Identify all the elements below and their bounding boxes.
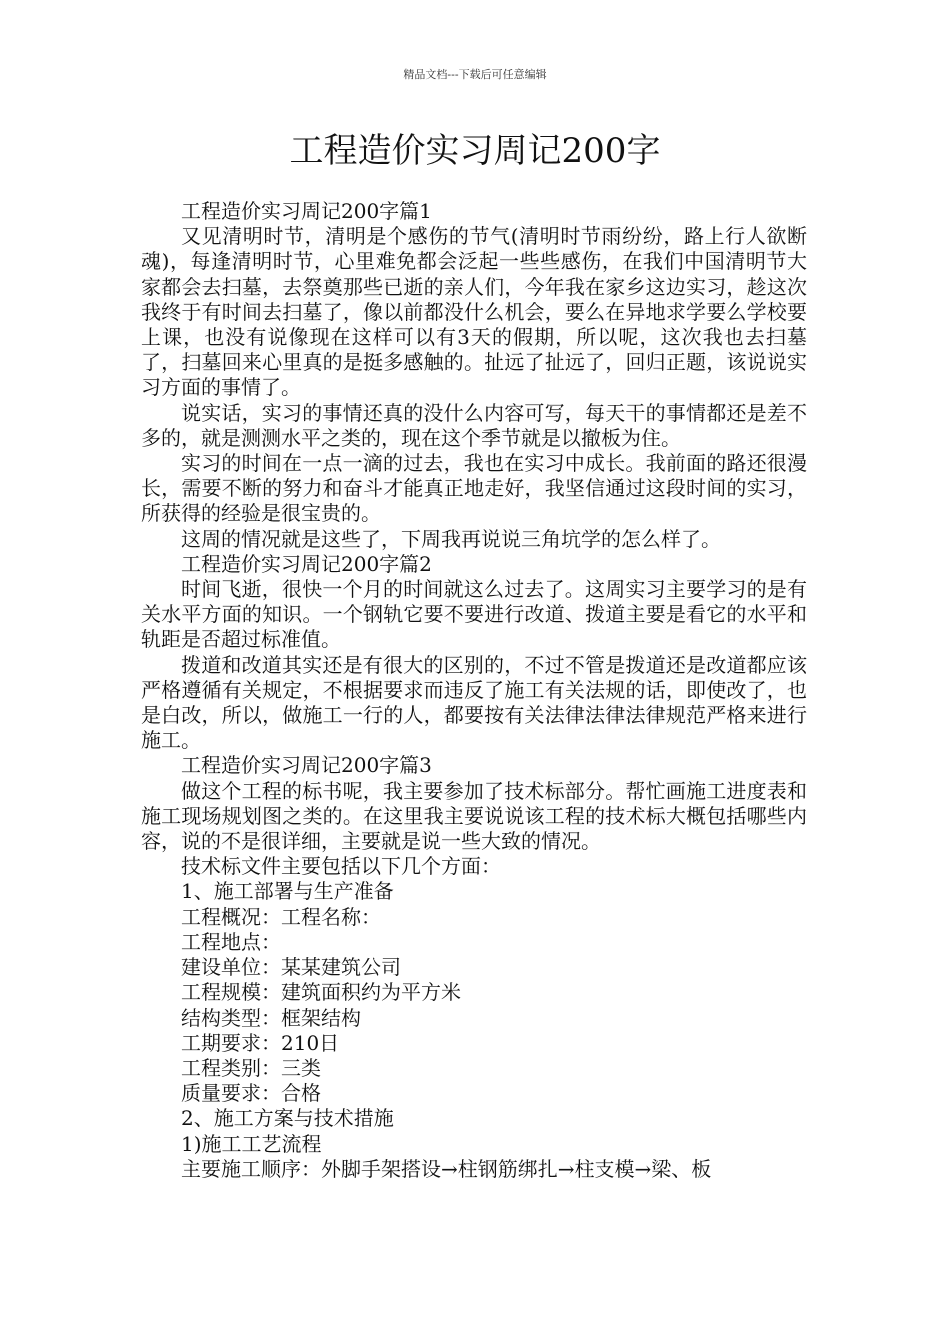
- list-line: 结构类型：框架结构: [181, 1005, 361, 1030]
- section-heading: 工程造价实习周记200字篇1: [181, 199, 432, 223]
- paragraph: 拨道和改道其实还是有很大的区别的，不过不管是拨道还是改道都应该严格遵循有关规定，不根据要求而违反了施工有关法规的话，即使改了，也是白改，所以，做施工一行的人，都要按有关法律法律法律规范严格来进行施工。: [141, 652, 807, 753]
- document-body: [141, 199, 807, 1182]
- list-line: 工程概况：工程名称：: [181, 904, 381, 929]
- paragraph: 这周的情况就是这些了，下周我再说说三角坑学的怎么样了。: [181, 526, 721, 551]
- paragraph: 做这个工程的标书呢，我主要参加了技术标部分。帮忙画施工进度表和施工现场规划图之类的。在这里我主要说说该工程的技术标大概包括哪些内容，说的不是很详细，主要就是说一些大致的情况。: [141, 778, 807, 854]
- document-title: 工程造价实习周记200字: [289, 131, 661, 171]
- list-line: 工程类别：三类: [181, 1055, 321, 1080]
- list-line: 工程规模：建筑面积约为平方米: [181, 980, 461, 1005]
- list-line: 1)施工工艺流程: [181, 1131, 322, 1156]
- list-line: 2、施工方案与技术措施: [181, 1106, 394, 1131]
- paragraph: 又见清明时节，清明是个感伤的节气(清明时节雨纷纷，路上行人欲断魂)，每逢清明时节，心里难免都会泛起一些些感伤，在我们中国清明节大家都会去扫墓，去祭奠那些已逝的亲人们，今年我在家乡这边实习，趁这次我终于有时间去扫墓了，像以前都没什么机会，要么在异地求学要么学校要上课，也没有说像现在这样可以有3天的假期，所以呢，这次我也去扫墓了，扫墓回来心里真的是挺多感触的。扯远了扯远了，回归正题，该说说实习方面的事情了。: [141, 224, 807, 400]
- list-line: 技术标文件主要包括以下几个方面：: [181, 854, 501, 879]
- list-line: 质量要求：合格: [181, 1081, 321, 1106]
- section-heading: 工程造价实习周记200字篇3: [181, 753, 432, 778]
- header-note: 精品文档---下载后可任意编辑: [403, 68, 547, 81]
- list-line: 工期要求：210日: [181, 1030, 340, 1055]
- list-line: 主要施工顺序：外脚手架搭设→柱钢筋绑扎→柱支模→梁、板: [181, 1156, 712, 1181]
- paragraph: 实习的时间在一点一滴的过去，我也在实习中成长。我前面的路还很漫长，需要不断的努力和奋斗才能真正地走好，我坚信通过这段时间的实习，所获得的经验是很宝贵的。: [141, 451, 807, 526]
- section-heading: 工程造价实习周记200字篇2: [181, 551, 432, 576]
- paragraph: 说实话，实习的事情还真的没什么内容可写，每天干的事情都还是差不多的，就是测测水平之类的，现在这个季节就是以撤板为住。: [141, 400, 807, 450]
- list-line: 建设单位：某某建筑公司: [181, 955, 401, 980]
- list-line: 1、施工部署与生产准备: [181, 879, 394, 904]
- list-line: 工程地点：: [181, 929, 281, 954]
- paragraph: 时间飞逝，很快一个月的时间就这么过去了。这周实习主要学习的是有关水平方面的知识。一个钢轨它要不要进行改道、拨道主要是看它的水平和轨距是否超过标准值。: [141, 577, 807, 652]
